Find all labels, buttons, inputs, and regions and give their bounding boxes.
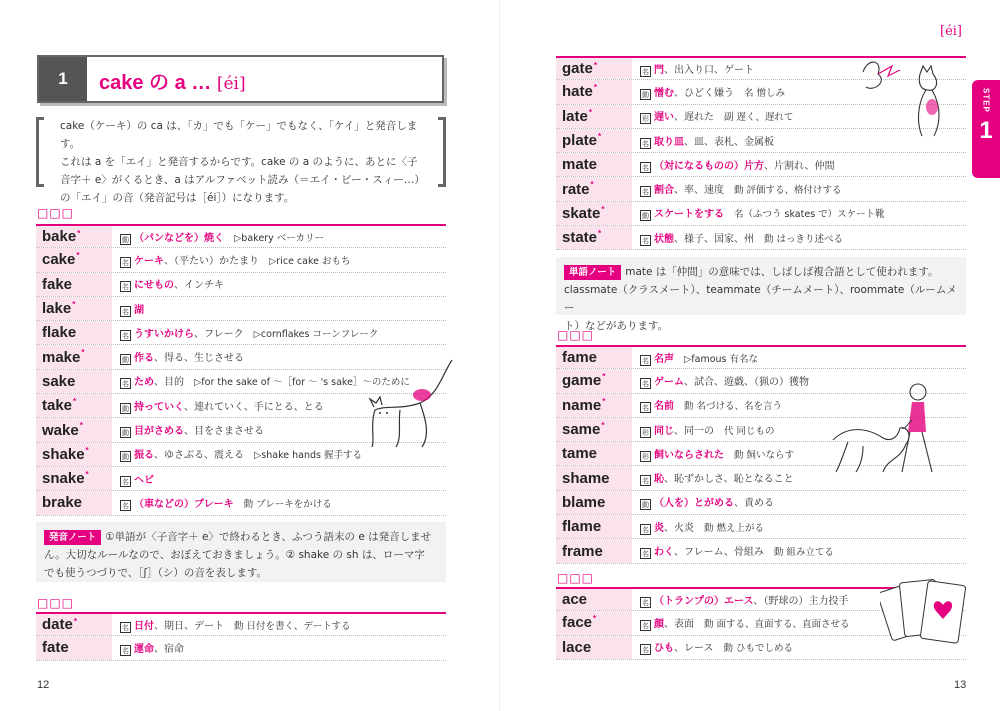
related-info: 動 燃え上がる [704, 522, 765, 534]
headword-text: rate [562, 180, 590, 198]
priority-star: * [73, 617, 77, 626]
checkboxes[interactable]: □□□ [37, 596, 75, 610]
headword [556, 105, 632, 128]
key-meaning: うすいかけら [134, 328, 194, 340]
part-of-speech: 名 [642, 550, 649, 559]
lesson-title-ipa: [éi] [216, 74, 246, 94]
page-number-left: 12 [37, 679, 50, 691]
headword-text: brake [42, 494, 83, 512]
word-row [556, 177, 966, 201]
key-meaning: 目がさめる [134, 426, 184, 438]
note-line: ト）などがあります。 [564, 320, 669, 332]
related-info: 動 名づける、名を言う [684, 401, 783, 413]
intro-box [36, 117, 446, 204]
headword-text: fate [42, 639, 69, 657]
part-of-speech: 名 [642, 379, 649, 388]
other-meanings: 、率、速度 [674, 185, 724, 197]
definition [112, 301, 154, 317]
definition [632, 397, 782, 413]
related-info: 動 ブレーキをかける [243, 498, 332, 510]
headword [556, 129, 632, 152]
word-row [556, 539, 966, 563]
part-of-speech: 名 [642, 67, 649, 76]
key-meaning: （対になるものの）片方 [654, 160, 764, 172]
definition [112, 276, 234, 292]
definition [632, 494, 784, 510]
word-list-group2 [36, 612, 446, 661]
checkboxes[interactable]: □□□ [37, 206, 75, 220]
headword-text: ace [562, 591, 588, 609]
pronunciation-note [36, 522, 446, 582]
headword-text: mate [562, 156, 598, 174]
other-meanings: 、恥ずかしさ、恥となること [664, 474, 794, 486]
key-meaning: 恥 [654, 474, 664, 486]
word-row [556, 491, 966, 515]
part-of-speech: 名 [122, 646, 129, 655]
key-meaning: 湖 [134, 304, 144, 316]
definition [112, 617, 351, 633]
key-meaning: 取り皿 [654, 136, 684, 148]
headword [36, 418, 112, 441]
priority-star: * [598, 229, 602, 239]
key-meaning: 日付 [134, 620, 154, 632]
other-meanings: 、ゆさぶる、震える [154, 450, 244, 462]
part-of-speech: 名 [642, 188, 649, 197]
related-info: 動 はっきり述べる [764, 233, 844, 245]
priority-star: * [79, 421, 83, 431]
lesson-title [99, 66, 246, 95]
headword [36, 614, 112, 635]
part-of-speech: 名 [122, 307, 129, 316]
key-meaning: 憎む [654, 87, 674, 99]
priority-star: * [593, 61, 597, 70]
part-of-speech: 動 [122, 404, 129, 413]
headword-text: bake [42, 228, 77, 246]
definition [632, 108, 793, 124]
word-row [36, 636, 446, 660]
priority-star: * [598, 131, 602, 141]
part-of-speech: 名 [642, 646, 649, 655]
part-of-speech: 名 [642, 525, 649, 534]
priority-star: * [593, 83, 597, 93]
priority-star: * [76, 251, 80, 261]
other-meanings: 、試合、遊戯、（猟の）獲物 [684, 376, 809, 388]
headword [36, 443, 112, 466]
other-meanings: 、目的 [154, 377, 184, 389]
intro-line: これは a を「エイ」と発音するからです。cake の a のように、あとに〈子 [60, 156, 418, 168]
headword-text: skate [562, 204, 601, 222]
note-line: classmate（クラスメート）、teammate（チームメート）、roommate（ルームメー [564, 284, 957, 314]
priority-star: * [601, 204, 605, 214]
definition [632, 373, 819, 389]
right-page [500, 0, 1000, 711]
definition [112, 422, 274, 438]
word-row [36, 248, 446, 272]
part-of-speech: 名 [642, 477, 649, 486]
priority-star: * [602, 396, 606, 406]
word-row [36, 297, 446, 321]
key-meaning: 持っていく [134, 401, 184, 413]
headword [556, 466, 632, 489]
definition [112, 446, 362, 462]
key-meaning: 炎 [654, 522, 664, 534]
definition [632, 230, 843, 246]
related-info: 動 飼いならす [734, 449, 795, 461]
headword-text: snake [42, 470, 85, 488]
definition [632, 519, 764, 535]
other-meanings: 、フレーク [194, 328, 244, 340]
headword-text: gate [562, 60, 593, 78]
key-meaning: 運命 [134, 643, 154, 655]
definition [632, 422, 775, 438]
key-meaning: 同じ [654, 425, 674, 437]
other-meanings: 、（平たい）かたまり [164, 255, 259, 267]
other-meanings: 、期日、デート [154, 620, 224, 632]
definition [632, 639, 793, 655]
related-info: 動 評価する、格付けする [734, 185, 842, 197]
priority-star: * [72, 299, 76, 309]
headword-text: shake [42, 445, 85, 463]
lesson-header [37, 55, 444, 103]
related-info: 名 憎しみ [744, 87, 786, 99]
related-info: 動 ひもでしめる [723, 643, 794, 655]
running-ipa: [éi] [940, 24, 962, 39]
part-of-speech: 名 [642, 621, 649, 630]
word-row [556, 202, 966, 226]
other-meanings: 、同一の [674, 425, 714, 437]
headword [556, 369, 632, 392]
key-meaning: にせもの [134, 280, 174, 292]
priority-star: * [85, 445, 89, 455]
word-row [556, 515, 966, 539]
headword [556, 226, 632, 249]
note-label: 単語ノート [564, 265, 621, 280]
word-row [556, 153, 966, 177]
headword [556, 539, 632, 562]
related-info: ▷cornflakes コーンフレーク [253, 328, 379, 340]
part-of-speech: 動 [642, 212, 649, 221]
related-info: ▷for the sake of ～［for ～ 's sake］～のために [194, 377, 410, 389]
other-meanings: 、遅れた [674, 112, 714, 124]
headword-text: flame [562, 518, 602, 536]
definition [632, 615, 850, 631]
other-meanings: 、片割れ、仲間 [764, 160, 835, 172]
checkboxes[interactable]: □□□ [557, 328, 595, 342]
key-meaning: わく [654, 547, 674, 559]
headword-text: game [562, 372, 602, 390]
priority-star: * [85, 469, 89, 479]
part-of-speech: 名 [122, 331, 129, 340]
part-of-speech: 名 [122, 258, 129, 267]
intro-text [60, 117, 430, 207]
lesson-number: 1 [39, 57, 87, 101]
related-info: 代 同じもの [724, 425, 775, 437]
other-meanings: 、皿、表札、金属板 [684, 136, 774, 148]
related-info: ▷rice cake おもち [269, 255, 351, 267]
part-of-speech: 名 [122, 501, 129, 510]
headword [36, 248, 112, 271]
other-meanings: 、フレーム、骨組み [674, 547, 764, 559]
headword-text: flake [42, 324, 77, 342]
part-of-speech: 形 [642, 428, 649, 437]
key-meaning: 名声 [654, 353, 674, 365]
key-meaning: 顔 [654, 618, 664, 630]
headword [556, 58, 632, 79]
related-info: ▷shake hands 握手する [254, 450, 362, 462]
part-of-speech: 動 [122, 429, 129, 438]
definition [632, 470, 804, 486]
walker-dog-illustration [828, 380, 953, 480]
definition [112, 349, 254, 365]
key-meaning: ケーキ [134, 255, 164, 267]
headword [556, 418, 632, 441]
other-meanings: 、出入り口、ゲート [664, 64, 754, 76]
other-meanings: 、インチキ [174, 280, 224, 292]
definition [112, 229, 324, 245]
key-meaning: 割合 [654, 185, 674, 197]
key-meaning: 作る [134, 353, 154, 365]
key-meaning: 名前 [654, 401, 674, 413]
headword-text: late [562, 107, 588, 125]
page-number-right: 13 [954, 679, 967, 691]
part-of-speech: 動 [122, 235, 129, 244]
definition [632, 205, 885, 221]
part-of-speech: 動 [122, 453, 129, 462]
note-line: ん。大切なルールなので、おぼえておきましょう。② shake の sh は、ローマ字 [44, 549, 425, 561]
headword-text: tame [562, 445, 598, 463]
definition [112, 325, 378, 341]
definition [632, 446, 794, 462]
definition [632, 61, 764, 77]
key-meaning: （パンなどを）焼く [134, 232, 224, 244]
definition [632, 350, 758, 366]
key-meaning: ゲーム [654, 376, 684, 388]
definition [632, 157, 845, 173]
priority-star: * [590, 180, 594, 190]
key-meaning: （トランプの）エース [654, 595, 754, 607]
key-meaning: 遅い [654, 112, 674, 124]
step-label: STEP [981, 88, 991, 113]
step-tab[interactable] [972, 80, 1000, 178]
priority-star: * [77, 229, 81, 238]
priority-star: * [601, 420, 605, 430]
part-of-speech: 名 [642, 236, 649, 245]
headword-text: fame [562, 349, 598, 367]
headword-text: make [42, 348, 81, 366]
headword [36, 345, 112, 368]
headword [556, 515, 632, 538]
headword-text: state [562, 229, 598, 247]
headword-text: blame [562, 493, 606, 511]
key-meaning: 振る [134, 450, 154, 462]
part-of-speech: 名 [122, 477, 129, 486]
other-meanings: 、表面 [664, 618, 694, 630]
other-meanings: 、レース [674, 643, 714, 655]
headword [36, 273, 112, 296]
definition [632, 543, 834, 559]
headword-text: frame [562, 542, 603, 560]
definition [112, 495, 332, 511]
part-of-speech: 名 [122, 380, 129, 389]
headword [556, 611, 632, 634]
headword-text: lake [42, 300, 72, 318]
part-of-speech: 動 [642, 501, 649, 510]
other-meanings: 、目をさまさせる [184, 426, 264, 438]
key-meaning: ため [134, 377, 154, 389]
key-meaning: 飼いならされた [654, 449, 724, 461]
vocabulary-note [556, 257, 966, 332]
other-meanings: 、（野球の）主力投手 [753, 595, 849, 607]
note-line: mate は「仲間」の意味では、しばしば複合語として使われます。 [625, 266, 939, 278]
headword [556, 177, 632, 200]
headword [556, 442, 632, 465]
headword [36, 394, 112, 417]
headword [556, 153, 632, 176]
headword [36, 467, 112, 490]
headword [36, 636, 112, 659]
note-label: 発音ノート [44, 530, 101, 545]
headword-text: hate [562, 83, 593, 101]
headword-text: face [562, 614, 593, 632]
headword-text: take [42, 397, 73, 415]
checkboxes[interactable]: □□□ [557, 571, 595, 585]
definition [632, 84, 785, 100]
part-of-speech: 動 [122, 356, 129, 365]
headword [36, 297, 112, 320]
word-row [36, 467, 446, 491]
headword-text: shame [562, 469, 610, 487]
definition [112, 640, 194, 656]
key-meaning: 門 [654, 64, 664, 76]
bird-cat-illustration [848, 52, 958, 142]
part-of-speech: 名 [642, 598, 649, 607]
headword [556, 394, 632, 417]
key-meaning: ひも [654, 643, 674, 655]
headword-text: sake [42, 372, 76, 390]
word-row [556, 345, 966, 369]
priority-star: * [593, 614, 597, 624]
key-meaning: （人を）とがめる [654, 498, 734, 510]
other-meanings: 、得る、生じさせる [154, 353, 244, 365]
part-of-speech: 名 [642, 404, 649, 413]
word-row [36, 224, 446, 248]
definition [632, 592, 859, 608]
word-row [36, 273, 446, 297]
part-of-speech: 形 [642, 115, 649, 124]
definition [112, 252, 351, 268]
headword [556, 202, 632, 225]
intro-line: の「エイ」の音（発音記号は［éi］）になります。 [60, 192, 295, 204]
other-meanings: 、責める [734, 498, 774, 510]
headword [36, 370, 112, 393]
headword [556, 636, 632, 659]
definition [112, 471, 164, 487]
word-row [36, 612, 446, 636]
cat-illustration [360, 355, 460, 450]
other-meanings: 、宿命 [154, 643, 184, 655]
related-info: ▷famous 有名な [684, 353, 759, 365]
step-number: 1 [979, 116, 993, 144]
word-row [36, 491, 446, 515]
bracket-left [36, 117, 44, 187]
related-info: 副 遅く、遅れて [724, 112, 794, 124]
other-meanings: 、連れていく、手にとる、とる [184, 401, 324, 413]
part-of-speech: 形 [642, 452, 649, 461]
related-info: 動 日付を書く、デートする [234, 620, 351, 632]
priority-star: * [602, 372, 606, 382]
other-meanings: 、ひどく嫌う [674, 87, 734, 99]
key-meaning: 状態 [654, 233, 674, 245]
priority-star: * [73, 397, 77, 407]
headword [556, 491, 632, 514]
headword-text: cake [42, 251, 76, 269]
lesson-title-text: cake の a … [99, 72, 217, 94]
word-row [556, 226, 966, 250]
key-meaning: スケートをする [654, 209, 724, 221]
headword-text: wake [42, 421, 79, 439]
related-info: 動 面する、直面する、直面させる [704, 618, 850, 630]
part-of-speech: 動 [642, 90, 649, 99]
headword-text: lace [562, 638, 592, 656]
definition [632, 181, 842, 197]
key-meaning: （車などの）ブレーキ [134, 498, 234, 510]
headword [36, 321, 112, 344]
priority-star: * [588, 107, 592, 117]
bracket-right [438, 117, 446, 187]
part-of-speech: 名 [642, 139, 649, 148]
part-of-speech: 名 [642, 356, 649, 365]
definition [112, 398, 334, 414]
headword [556, 347, 632, 368]
headword [556, 589, 632, 610]
part-of-speech: 名 [122, 283, 129, 292]
headword-text: fake [42, 275, 73, 293]
other-meanings: 、火炎 [664, 522, 694, 534]
part-of-speech: 名 [122, 623, 129, 632]
playing-cards-illustration [880, 573, 970, 653]
headword-text: same [562, 421, 601, 439]
note-line: ①単語が〈子音字＋ e〉で終わるとき、ふつう語末の e は発音しませ [105, 531, 432, 543]
other-meanings: 、様子、国家、州 [674, 233, 754, 245]
headword-text: date [42, 616, 73, 634]
related-info: ▷bakery ベーカリー [234, 232, 325, 244]
key-meaning: ヘビ [134, 474, 154, 486]
headword [556, 80, 632, 103]
note-line: でも使うつづりで、［ʃ］（シ）の音を表します。 [44, 567, 267, 579]
word-row [36, 321, 446, 345]
related-info: 動 組み立てる [773, 547, 834, 559]
headword [36, 491, 112, 514]
intro-line: 音字＋ e〉がくるとき、a はアルファベット読み（＝エイ・ビー・スィー…） [60, 174, 425, 186]
headword [36, 226, 112, 247]
headword-text: plate [562, 132, 598, 150]
headword-text: name [562, 396, 602, 414]
definition [632, 133, 784, 149]
intro-line: cake（ケーキ）の ca は、「カ」でも「ケー」でもなく、「ケイ」と発音します。 [60, 120, 418, 150]
part-of-speech: 名 [642, 163, 649, 172]
related-info: 名（ふつう skates で）スケート靴 [734, 209, 885, 221]
priority-star: * [81, 348, 85, 358]
